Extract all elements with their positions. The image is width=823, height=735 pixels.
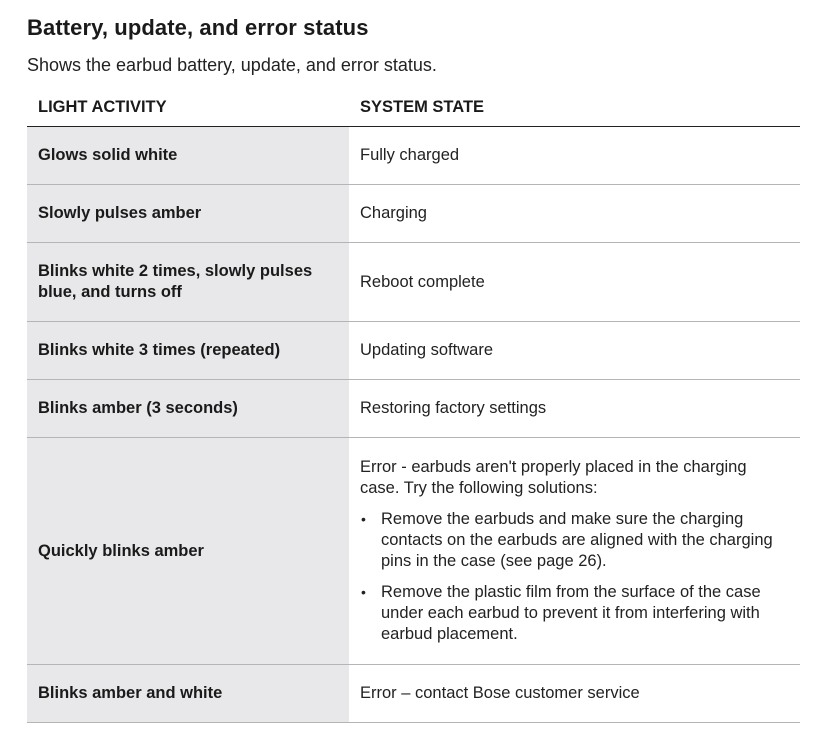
status-table bbox=[27, 88, 800, 723]
table-row bbox=[27, 665, 800, 723]
system-state-cell: Charging bbox=[349, 185, 800, 243]
table-row bbox=[27, 438, 800, 665]
light-activity-cell: Blinks amber and white bbox=[27, 665, 349, 723]
system-state-cell: Restoring factory settings bbox=[349, 380, 800, 438]
solution-item bbox=[360, 509, 789, 572]
page-subtitle: Shows the earbud battery, update, and error status. bbox=[27, 55, 437, 75]
table-row bbox=[27, 243, 800, 322]
table-row bbox=[27, 380, 800, 438]
header-light-activity: LIGHT ACTIVITY bbox=[27, 88, 349, 127]
system-state-cell: Error – contact Bose customer service bbox=[349, 665, 800, 723]
table-row bbox=[27, 322, 800, 380]
light-activity-cell: Glows solid white bbox=[27, 127, 349, 185]
system-state-cell: Updating software bbox=[349, 322, 800, 380]
light-activity-cell: Blinks amber (3 seconds) bbox=[27, 380, 349, 438]
table-header-row bbox=[27, 88, 800, 127]
solution-item bbox=[360, 582, 789, 645]
table-row bbox=[27, 185, 800, 243]
light-activity-cell: Slowly pulses amber bbox=[27, 185, 349, 243]
header-system-state: SYSTEM STATE bbox=[349, 88, 800, 127]
table-row bbox=[27, 127, 800, 185]
light-activity-cell: Blinks white 2 times, slowly pulses blue, and turns off bbox=[27, 243, 349, 322]
system-state-cell bbox=[349, 438, 800, 665]
solution-text: Remove the plastic film from the surface of the case under each earbud to prevent it from interfering with earbud placement. bbox=[381, 583, 761, 643]
error-description: Error - earbuds aren't properly placed in the charging case. Try the following solutions: bbox=[360, 458, 747, 497]
system-state-cell: Fully charged bbox=[349, 127, 800, 185]
system-state-cell: Reboot complete bbox=[349, 243, 800, 322]
light-activity-cell: Quickly blinks amber bbox=[27, 438, 349, 665]
bullet-icon: • bbox=[361, 511, 366, 527]
solutions-list bbox=[360, 509, 789, 645]
light-activity-cell: Blinks white 3 times (repeated) bbox=[27, 322, 349, 380]
solution-text: Remove the earbuds and make sure the charging contacts on the earbuds are aligned with the charging pins in the case (see page 26). bbox=[381, 510, 773, 570]
page-title: Battery, update, and error status bbox=[27, 15, 369, 40]
bullet-icon: • bbox=[361, 584, 366, 600]
